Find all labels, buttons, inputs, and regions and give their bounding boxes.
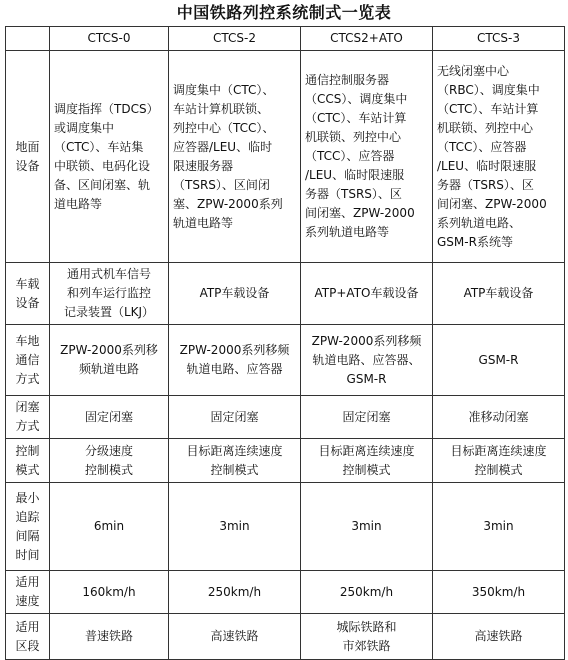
table-row-section xyxy=(6,614,565,660)
row-header: 闭塞 方式 xyxy=(6,396,50,439)
table-cell: 分级速度 控制模式 xyxy=(50,439,169,483)
table-row-min-interval xyxy=(6,483,565,571)
table-cell: 调度指挥（TDCS） 或调度集中 （CTC）、车站集 中联锁、电码化设 备、区间闭塞、轨 道电路等 xyxy=(50,51,169,263)
row-header: 适用 速度 xyxy=(6,571,50,614)
table-cell: 准移动闭塞 xyxy=(433,396,565,439)
table-cell: 3min xyxy=(301,483,433,571)
table-cell: GSM-R xyxy=(433,325,565,396)
ctcs-table xyxy=(5,26,565,660)
table-cell: 城际铁路和 市郊铁路 xyxy=(301,614,433,660)
table-cell: 通信控制服务器 （CCS）、调度集中 （CTC）、车站计算 机联锁、列控中心 （TCC）、应答器 /LEU、临时限速服 务器（TSRS）、区 间闭塞、ZPW-2000 系列轨道电路等 xyxy=(301,51,433,263)
table-cell: 250km/h xyxy=(169,571,301,614)
table-cell: 6min xyxy=(50,483,169,571)
table-cell: 通用式机车信号 和列车运行监控 记录装置（LKJ） xyxy=(50,263,169,325)
table-cell: 普速铁路 xyxy=(50,614,169,660)
table-cell: 目标距离连续速度 控制模式 xyxy=(433,439,565,483)
table-cell: 目标距离连续速度 控制模式 xyxy=(301,439,433,483)
table-row-control-mode xyxy=(6,439,565,483)
table-row-speed xyxy=(6,571,565,614)
column-header-ctcs-0: CTCS-0 xyxy=(50,27,169,51)
table-cell: 3min xyxy=(169,483,301,571)
table-cell: ATP+ATO车载设备 xyxy=(301,263,433,325)
table-cell: 160km/h xyxy=(50,571,169,614)
table-cell: ZPW-2000系列移频 轨道电路、应答器 xyxy=(169,325,301,396)
table-cell: 固定闭塞 xyxy=(169,396,301,439)
table-cell: ATP车载设备 xyxy=(433,263,565,325)
table-cell: 250km/h xyxy=(301,571,433,614)
column-header-ctcs-2: CTCS-2 xyxy=(169,27,301,51)
header-row xyxy=(6,27,565,51)
table-cell: ATP车载设备 xyxy=(169,263,301,325)
table-cell: 高速铁路 xyxy=(433,614,565,660)
column-header-ctcs2-ato: CTCS2+ATO xyxy=(301,27,433,51)
column-header-ctcs-3: CTCS-3 xyxy=(433,27,565,51)
table-cell: 3min xyxy=(433,483,565,571)
table-cell: 350km/h xyxy=(433,571,565,614)
row-header: 地面 设备 xyxy=(6,51,50,263)
row-header: 最小 追踪 间隔 时间 xyxy=(6,483,50,571)
table-cell: 固定闭塞 xyxy=(50,396,169,439)
table-cell: 目标距离连续速度 控制模式 xyxy=(169,439,301,483)
row-header: 适用 区段 xyxy=(6,614,50,660)
table-row-communication xyxy=(6,325,565,396)
row-header: 车载 设备 xyxy=(6,263,50,325)
table-cell: 固定闭塞 xyxy=(301,396,433,439)
table-title: 中国铁路列控系统制式一览表 xyxy=(176,3,392,22)
table-row-ground-equipment xyxy=(6,51,565,263)
table-cell: 无线闭塞中心 （RBC）、调度集中 （CTC）、车站计算 机联锁、列控中心 （TCC）、应答器 /LEU、临时限速服 务器（TSRS）、区 间闭塞、ZPW-2000 系列轨道电路、 GSM-R系统等 xyxy=(433,51,565,263)
table-cell: 调度集中（CTC）、 车站计算机联锁、 列控中心（TCC）、 应答器/LEU、临时 限速服务器 （TSRS）、区间闭 塞、ZPW-2000系列 轨道电路等 xyxy=(169,51,301,263)
table-cell: ZPW-2000系列移 频轨道电路 xyxy=(50,325,169,396)
table-row-onboard-equipment xyxy=(6,263,565,325)
table-row-block-mode xyxy=(6,396,565,439)
row-header: 车地 通信 方式 xyxy=(6,325,50,396)
row-header: 控制 模式 xyxy=(6,439,50,483)
corner-cell xyxy=(6,27,50,51)
table-cell: 高速铁路 xyxy=(169,614,301,660)
table-cell: ZPW-2000系列移频 轨道电路、应答器、 GSM-R xyxy=(301,325,433,396)
